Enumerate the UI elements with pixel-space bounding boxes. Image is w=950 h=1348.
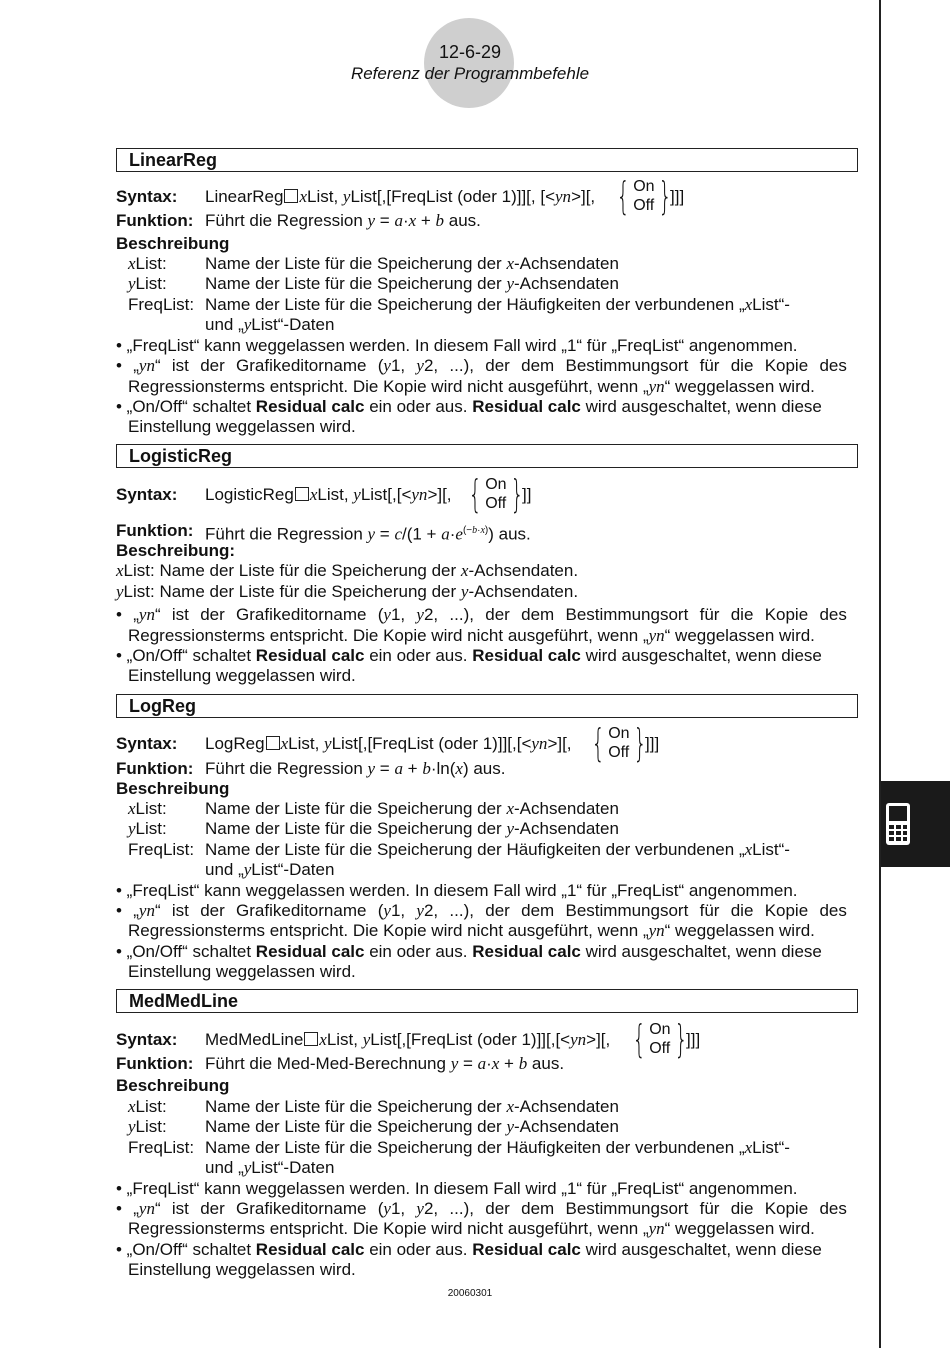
xlist-desc: Name der Liste für die Speicherung der x-Achsendaten: [205, 799, 619, 818]
bullet-freqlist: • „FreqList“ kann weggelassen werden. In diesem Fall wird „1“ für „FreqList“ angenommen.: [116, 336, 798, 355]
funktion-text: Führt die Regression y = a + b·ln(x) aus.: [205, 759, 506, 778]
ylist-desc: Name der Liste für die Speicherung der y-Achsendaten: [205, 819, 619, 838]
syntax-label: Syntax:: [116, 1030, 178, 1049]
bullet-on-off-cont: Einstellung weggelassen wird.: [128, 417, 356, 436]
ylist-label: yList:: [128, 1117, 167, 1136]
freqlist-desc: Name der Liste für die Speicherung der Häufigkeiten der verbundenen „xList“-: [205, 295, 790, 314]
syntax-label: Syntax:: [116, 734, 178, 753]
section-title-box: [116, 148, 858, 172]
section-title-box: [116, 989, 858, 1013]
freqlist-label: FreqList:: [128, 1138, 195, 1157]
on-off-choice: { On Off }: [616, 174, 672, 218]
funktion-label: Funktion:: [116, 521, 194, 540]
bullet-freqlist: • „FreqList“ kann weggelassen werden. In diesem Fall wird „1“ für „FreqList“ angenommen.: [116, 881, 798, 900]
bullet-yn-cont: Regressionsterms entspricht. Die Kopie wird nicht ausgeführt, wenn „yn“ weggelassen wird.: [128, 921, 815, 940]
bullet-on-off: • „On/Off“ schaltet Residual calc ein oder aus. Residual calc wird ausgeschaltet, wenn diese: [116, 646, 822, 665]
ylist-line: yList: Name der Liste für die Speicherung der y-Achsendaten.: [116, 582, 579, 601]
on-off-choice: { On Off }: [591, 721, 647, 765]
ylist-label: yList:: [128, 274, 167, 293]
bullet-yn: • „yn“ ist der Grafikeditorname (y1, y2, ...), der dem Bestimmungsort für die Kopie des: [116, 356, 847, 375]
bullet-on-off-cont: Einstellung weggelassen wird.: [128, 962, 356, 981]
xlist-desc: Name der Liste für die Speicherung der x-Achsendaten: [205, 254, 619, 273]
syntax-text: LogReg xList, yList[,[FreqList (oder 1)]][,[<yn>][,: [205, 734, 572, 753]
syntax-label: Syntax:: [116, 485, 178, 504]
section-title: LogisticReg: [129, 446, 233, 466]
syntax-closing: ]]: [522, 485, 532, 504]
section-title: LogReg: [129, 696, 196, 716]
syntax-text: LogisticReg xList, yList[,[<yn>][,: [205, 485, 452, 504]
freqlist-desc-cont: und „yList“-Daten: [205, 860, 335, 879]
syntax-closing: ]]]: [670, 187, 685, 206]
section-title: LinearReg: [129, 150, 218, 170]
section-title-box: [116, 444, 858, 468]
bullet-on-off-cont: Einstellung weggelassen wird.: [128, 666, 356, 685]
page-header-title: Referenz der Programmbefehle: [350, 64, 590, 83]
bullet-on-off: • „On/Off“ schaltet Residual calc ein oder aus. Residual calc wird ausgeschaltet, wenn diese: [116, 397, 822, 416]
bullet-yn-cont: Regressionsterms entspricht. Die Kopie wird nicht ausgeführt, wenn „yn“ weggelassen wird.: [128, 626, 815, 645]
bullet-yn: • „yn“ ist der Grafikeditorname (y1, y2, ...), der dem Bestimmungsort für die Kopie des: [116, 1199, 847, 1218]
freqlist-desc: Name der Liste für die Speicherung der Häufigkeiten der verbundenen „xList“-: [205, 840, 790, 859]
freqlist-desc-cont: und „yList“-Daten: [205, 1158, 335, 1177]
bullet-yn-cont: Regressionsterms entspricht. Die Kopie wird nicht ausgeführt, wenn „yn“ weggelassen wird.: [128, 1219, 815, 1238]
xlist-line: xList: Name der Liste für die Speicherung der x-Achsendaten.: [116, 561, 579, 580]
bullet-freqlist: • „FreqList“ kann weggelassen werden. In diesem Fall wird „1“ für „FreqList“ angenommen.: [116, 1179, 798, 1198]
beschreibung-label: Beschreibung: [116, 234, 230, 253]
bullet-on-off: • „On/Off“ schaltet Residual calc ein oder aus. Residual calc wird ausgeschaltet, wenn diese: [116, 1240, 822, 1259]
funktion-text: Führt die Regression y = a·x + b aus.: [205, 211, 481, 230]
bullet-yn: • „yn“ ist der Grafikeditorname (y1, y2, ...), der dem Bestimmungsort für die Kopie des: [116, 901, 847, 920]
funktion-label: Funktion:: [116, 211, 194, 230]
xlist-label: xList:: [128, 254, 167, 273]
on-off-choice: { On Off }: [632, 1017, 688, 1061]
beschreibung-label: Beschreibung:: [116, 541, 236, 560]
footer-code: 20060301: [447, 1288, 493, 1299]
bullet-on-off: • „On/Off“ schaltet Residual calc ein oder aus. Residual calc wird ausgeschaltet, wenn diese: [116, 942, 822, 961]
syntax-text: MedMedLine xList, yList[,[FreqList (oder 1)]][,[<yn>][,: [205, 1030, 611, 1049]
on-off-choice: { On Off }: [468, 472, 524, 516]
calculator-icon: [885, 802, 911, 846]
ylist-desc: Name der Liste für die Speicherung der y-Achsendaten: [205, 274, 619, 293]
xlist-label: xList:: [128, 799, 167, 818]
xlist-desc: Name der Liste für die Speicherung der x-Achsendaten: [205, 1097, 619, 1116]
header-circle: [424, 18, 514, 108]
xlist-label: xList:: [128, 1097, 167, 1116]
freqlist-label: FreqList:: [128, 840, 195, 859]
bullet-yn-cont: Regressionsterms entspricht. Die Kopie wird nicht ausgeführt, wenn „yn“ weggelassen wird.: [128, 377, 815, 396]
syntax-closing: ]]]: [645, 734, 660, 753]
bullet-on-off-cont: Einstellung weggelassen wird.: [128, 1260, 356, 1279]
funktion-text: Führt die Regression $y = c/(1 + a\cdot e^{(-b\cdot x)})$ aus.: [205, 524, 531, 544]
ylist-desc: Name der Liste für die Speicherung der y-Achsendaten: [205, 1117, 619, 1136]
syntax-closing: ]]]: [686, 1030, 701, 1049]
funktion-label: Funktion:: [116, 1054, 194, 1073]
funktion-label: Funktion:: [116, 759, 194, 778]
page-number: 12-6-29: [438, 42, 502, 62]
margin-rule: [879, 0, 881, 1348]
beschreibung-label: Beschreibung: [116, 1076, 230, 1095]
freqlist-desc-cont: und „yList“-Daten: [205, 315, 335, 334]
freqlist-label: FreqList:: [128, 295, 195, 314]
funktion-text: Führt die Med-Med-Berechnung y = a·x + b aus.: [205, 1054, 565, 1073]
ylist-label: yList:: [128, 819, 167, 838]
calculator-tab: [881, 781, 950, 867]
syntax-text: LinearReg xList, yList[,[FreqList (oder 1)]][, [<yn>][,: [205, 187, 596, 206]
section-title: MedMedLine: [129, 991, 239, 1011]
syntax-label: Syntax:: [116, 187, 178, 206]
freqlist-desc: Name der Liste für die Speicherung der Häufigkeiten der verbundenen „xList“-: [205, 1138, 790, 1157]
section-title-box: [116, 694, 858, 718]
beschreibung-label: Beschreibung: [116, 779, 230, 798]
bullet-yn: • „yn“ ist der Grafikeditorname (y1, y2, ...), der dem Bestimmungsort für die Kopie des: [116, 605, 847, 624]
